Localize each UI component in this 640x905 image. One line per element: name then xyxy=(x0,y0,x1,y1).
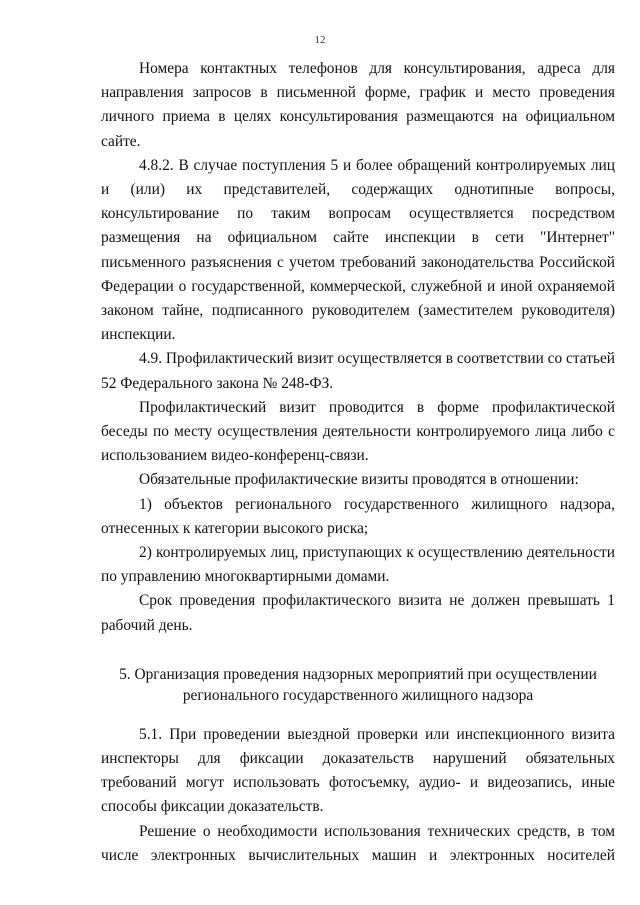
paragraph-4-9: 4.9. Профилактический визит осуществляется в соответствии со статьей 52 Федерального закона № 248-ФЗ. xyxy=(101,350,616,392)
page-number: 12 xyxy=(314,34,326,46)
paragraph-contacts: Номера контактных телефонов для консультирования, адреса для направления запросов в письменной форме, график и место проведения личного приема в целях консультирования размещаются на официальном сайте. xyxy=(101,60,615,150)
section-5-title: 5. Организация проведения надзорных мероприятий при осуществлении регионального государственного жилищного надзора xyxy=(119,665,597,704)
paragraph-5-1: 5.1. При проведении выездной проверки или инспекционного визита инспекторы для фиксации доказательств нарушений обязательных требований могут использовать фотосъемку, аудио- и видеозапись, иные способы фиксации доказательств. xyxy=(101,725,615,816)
list-item-1: 1) объектов регионального государственного жилищного надзора, отнесенных к категории высокого риска; xyxy=(101,495,615,537)
paragraph-technical-means: Решение о необходимости использования технических средств, в том числе электронных вычислительных машин и электронных носителей xyxy=(101,822,615,864)
paragraph-4-8-2: 4.8.2. В случае поступления 5 и более обращений контролируемых лиц и (или) их представителей, содержащих однотипные вопросы, консультирование по таким вопросам осуществляется посредством размещения на официальном сайте инспекции в сети "Интернет" письменного разъяснения с учетом требований законодательства Российской Федерации о государственной, коммерческой, служебной и иной охраняемой законом тайне, подписанного руководителем (заместителем руководителя) инспекции. xyxy=(101,156,615,344)
paragraph-visit-duration: Срок проведения профилактического визита не должен превышать 1 рабочий день. xyxy=(101,592,615,634)
paragraph-mandatory-visits: Обязательные профилактические визиты проводятся в отношении: xyxy=(139,471,579,489)
list-item-2: 2) контролируемых лиц, приступающих к осуществлению деятельности по управлению многоквартирными домами. xyxy=(101,544,615,586)
document-body xyxy=(101,57,615,868)
paragraph-visit-form: Профилактический визит проводится в форме профилактической беседы по месту осуществления деятельности контролируемого лица либо с использованием видео-конференц-связи. xyxy=(101,398,615,465)
